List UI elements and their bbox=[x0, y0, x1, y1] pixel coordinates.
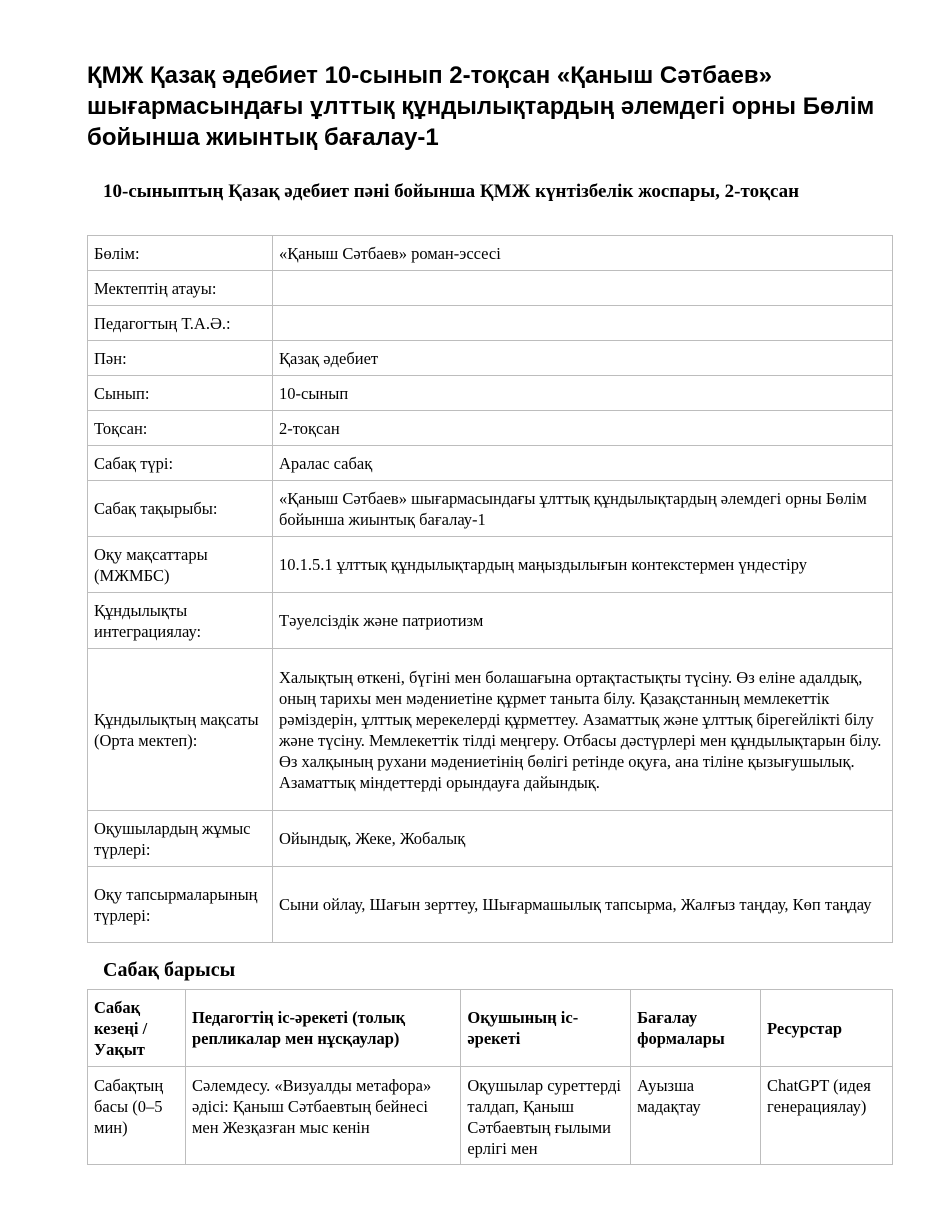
table-row bbox=[88, 341, 893, 376]
lesson-info-table bbox=[87, 235, 893, 943]
table-cell: Сабақтың басы (0–5 мин) bbox=[88, 1067, 186, 1165]
document-title: ҚМЖ Қазақ әдебиет 10-сынып 2-тоқсан «Қаныш Сәтбаев» шығармасындағы ұлттық құндылықтардың әлемдегі орны Бөлім бойынша жиынтық бағалау-1 bbox=[87, 62, 875, 151]
row-value bbox=[273, 271, 893, 306]
table-cell: Оқушылар суреттерді талдап, Қаныш Сәтбаевтың ғылыми ерлігі мен bbox=[461, 1067, 631, 1165]
column-header: Оқушының іс-әрекеті bbox=[461, 990, 631, 1067]
column-header: Сабақ кезеңі / Уақыт bbox=[88, 990, 186, 1067]
row-label: Пән: bbox=[88, 341, 273, 376]
row-label: Мектептің атауы: bbox=[88, 271, 273, 306]
row-value: «Қаныш Сәтбаев» шығармасындағы ұлттық құндылықтардың әлемдегі орны Бөлім бойынша жиынтық бағалау-1 bbox=[273, 481, 893, 537]
row-value: Сыни ойлау, Шағын зерттеу, Шығармашылық тапсырма, Жалғыз таңдау, Көп таңдау bbox=[273, 867, 893, 943]
row-value: Тәуелсіздік және патриотизм bbox=[273, 593, 893, 649]
row-label: Педагогтың Т.А.Ә.: bbox=[88, 306, 273, 341]
row-value: «Қаныш Сәтбаев» роман-эссесі bbox=[273, 236, 893, 271]
table-row bbox=[88, 446, 893, 481]
table-row bbox=[88, 537, 893, 593]
row-label: Сабақ тақырыбы: bbox=[88, 481, 273, 537]
row-value: 10.1.5.1 ұлттық құндылықтардың маңыздылығын контекстермен үндестіру bbox=[273, 537, 893, 593]
table-row bbox=[88, 411, 893, 446]
table-row bbox=[88, 271, 893, 306]
row-label: Оқу мақсаттары (МЖМБС) bbox=[88, 537, 273, 593]
plan-subtitle: 10-сыныптың Қазақ әдебиет пәні бойынша ҚМЖ күнтізбелік жоспары, 2-тоқсан bbox=[103, 181, 800, 202]
table-cell: Ауызша мадақтау bbox=[631, 1067, 761, 1165]
column-header: Бағалау формалары bbox=[631, 990, 761, 1067]
row-value: Қазақ әдебиет bbox=[273, 341, 893, 376]
table-header-row bbox=[88, 990, 893, 1067]
row-label: Тоқсан: bbox=[88, 411, 273, 446]
table-row bbox=[88, 1067, 893, 1165]
row-label: Құндылықты интеграциялау: bbox=[88, 593, 273, 649]
row-value: Ойындық, Жеке, Жобалық bbox=[273, 811, 893, 867]
row-value bbox=[273, 306, 893, 341]
table-row bbox=[88, 649, 893, 811]
table-row bbox=[88, 867, 893, 943]
table-row bbox=[88, 376, 893, 411]
lesson-section-title: Сабақ барысы bbox=[103, 959, 236, 981]
table-row bbox=[88, 811, 893, 867]
row-value: 2-тоқсан bbox=[273, 411, 893, 446]
column-header: Ресурстар bbox=[761, 990, 893, 1067]
row-label: Оқушылардың жұмыс түрлері: bbox=[88, 811, 273, 867]
table-row bbox=[88, 481, 893, 537]
lesson-flow-table bbox=[87, 989, 893, 1165]
table-cell: Сәлемдесу. «Визуалды метафора» әдісі: Қаныш Сәтбаевтың бейнесі мен Жезқазған мыс кенін bbox=[185, 1067, 460, 1165]
table-row bbox=[88, 593, 893, 649]
row-label: Сынып: bbox=[88, 376, 273, 411]
row-value: Халықтың өткені, бүгіні мен болашағына ортақтастықты түсіну. Өз еліне адалдық, оның тарихы мен мәдениетіне құрмет таныта білу. Қазақстанның мемлекеттік рәміздерін, ұлттық мерекелерді құрметтеу. Азаматтық және ұлттық бірегейлікті білу және түсіну. Мемлекеттік тілді меңгеру. Отбасы дәстүрлері мен құндылықтарын білу. Өз халқының рухани мәдениетінің бөлігі ретінде оқуға, ана тіліне қызығушылық. Азаматтық міндеттерді орындауға дайындық. bbox=[273, 649, 893, 811]
row-label: Бөлім: bbox=[88, 236, 273, 271]
row-label: Сабақ түрі: bbox=[88, 446, 273, 481]
row-value: Аралас сабақ bbox=[273, 446, 893, 481]
column-header: Педагогтің іс-әрекеті (толық репликалар мен нұсқаулар) bbox=[185, 990, 460, 1067]
table-cell: ChatGPT (идея генерациялау) bbox=[761, 1067, 893, 1165]
table-row bbox=[88, 306, 893, 341]
table-row bbox=[88, 236, 893, 271]
row-label: Құндылықтың мақсаты (Орта мектеп): bbox=[88, 649, 273, 811]
row-label: Оқу тапсырмаларының түрлері: bbox=[88, 867, 273, 943]
row-value: 10-сынып bbox=[273, 376, 893, 411]
